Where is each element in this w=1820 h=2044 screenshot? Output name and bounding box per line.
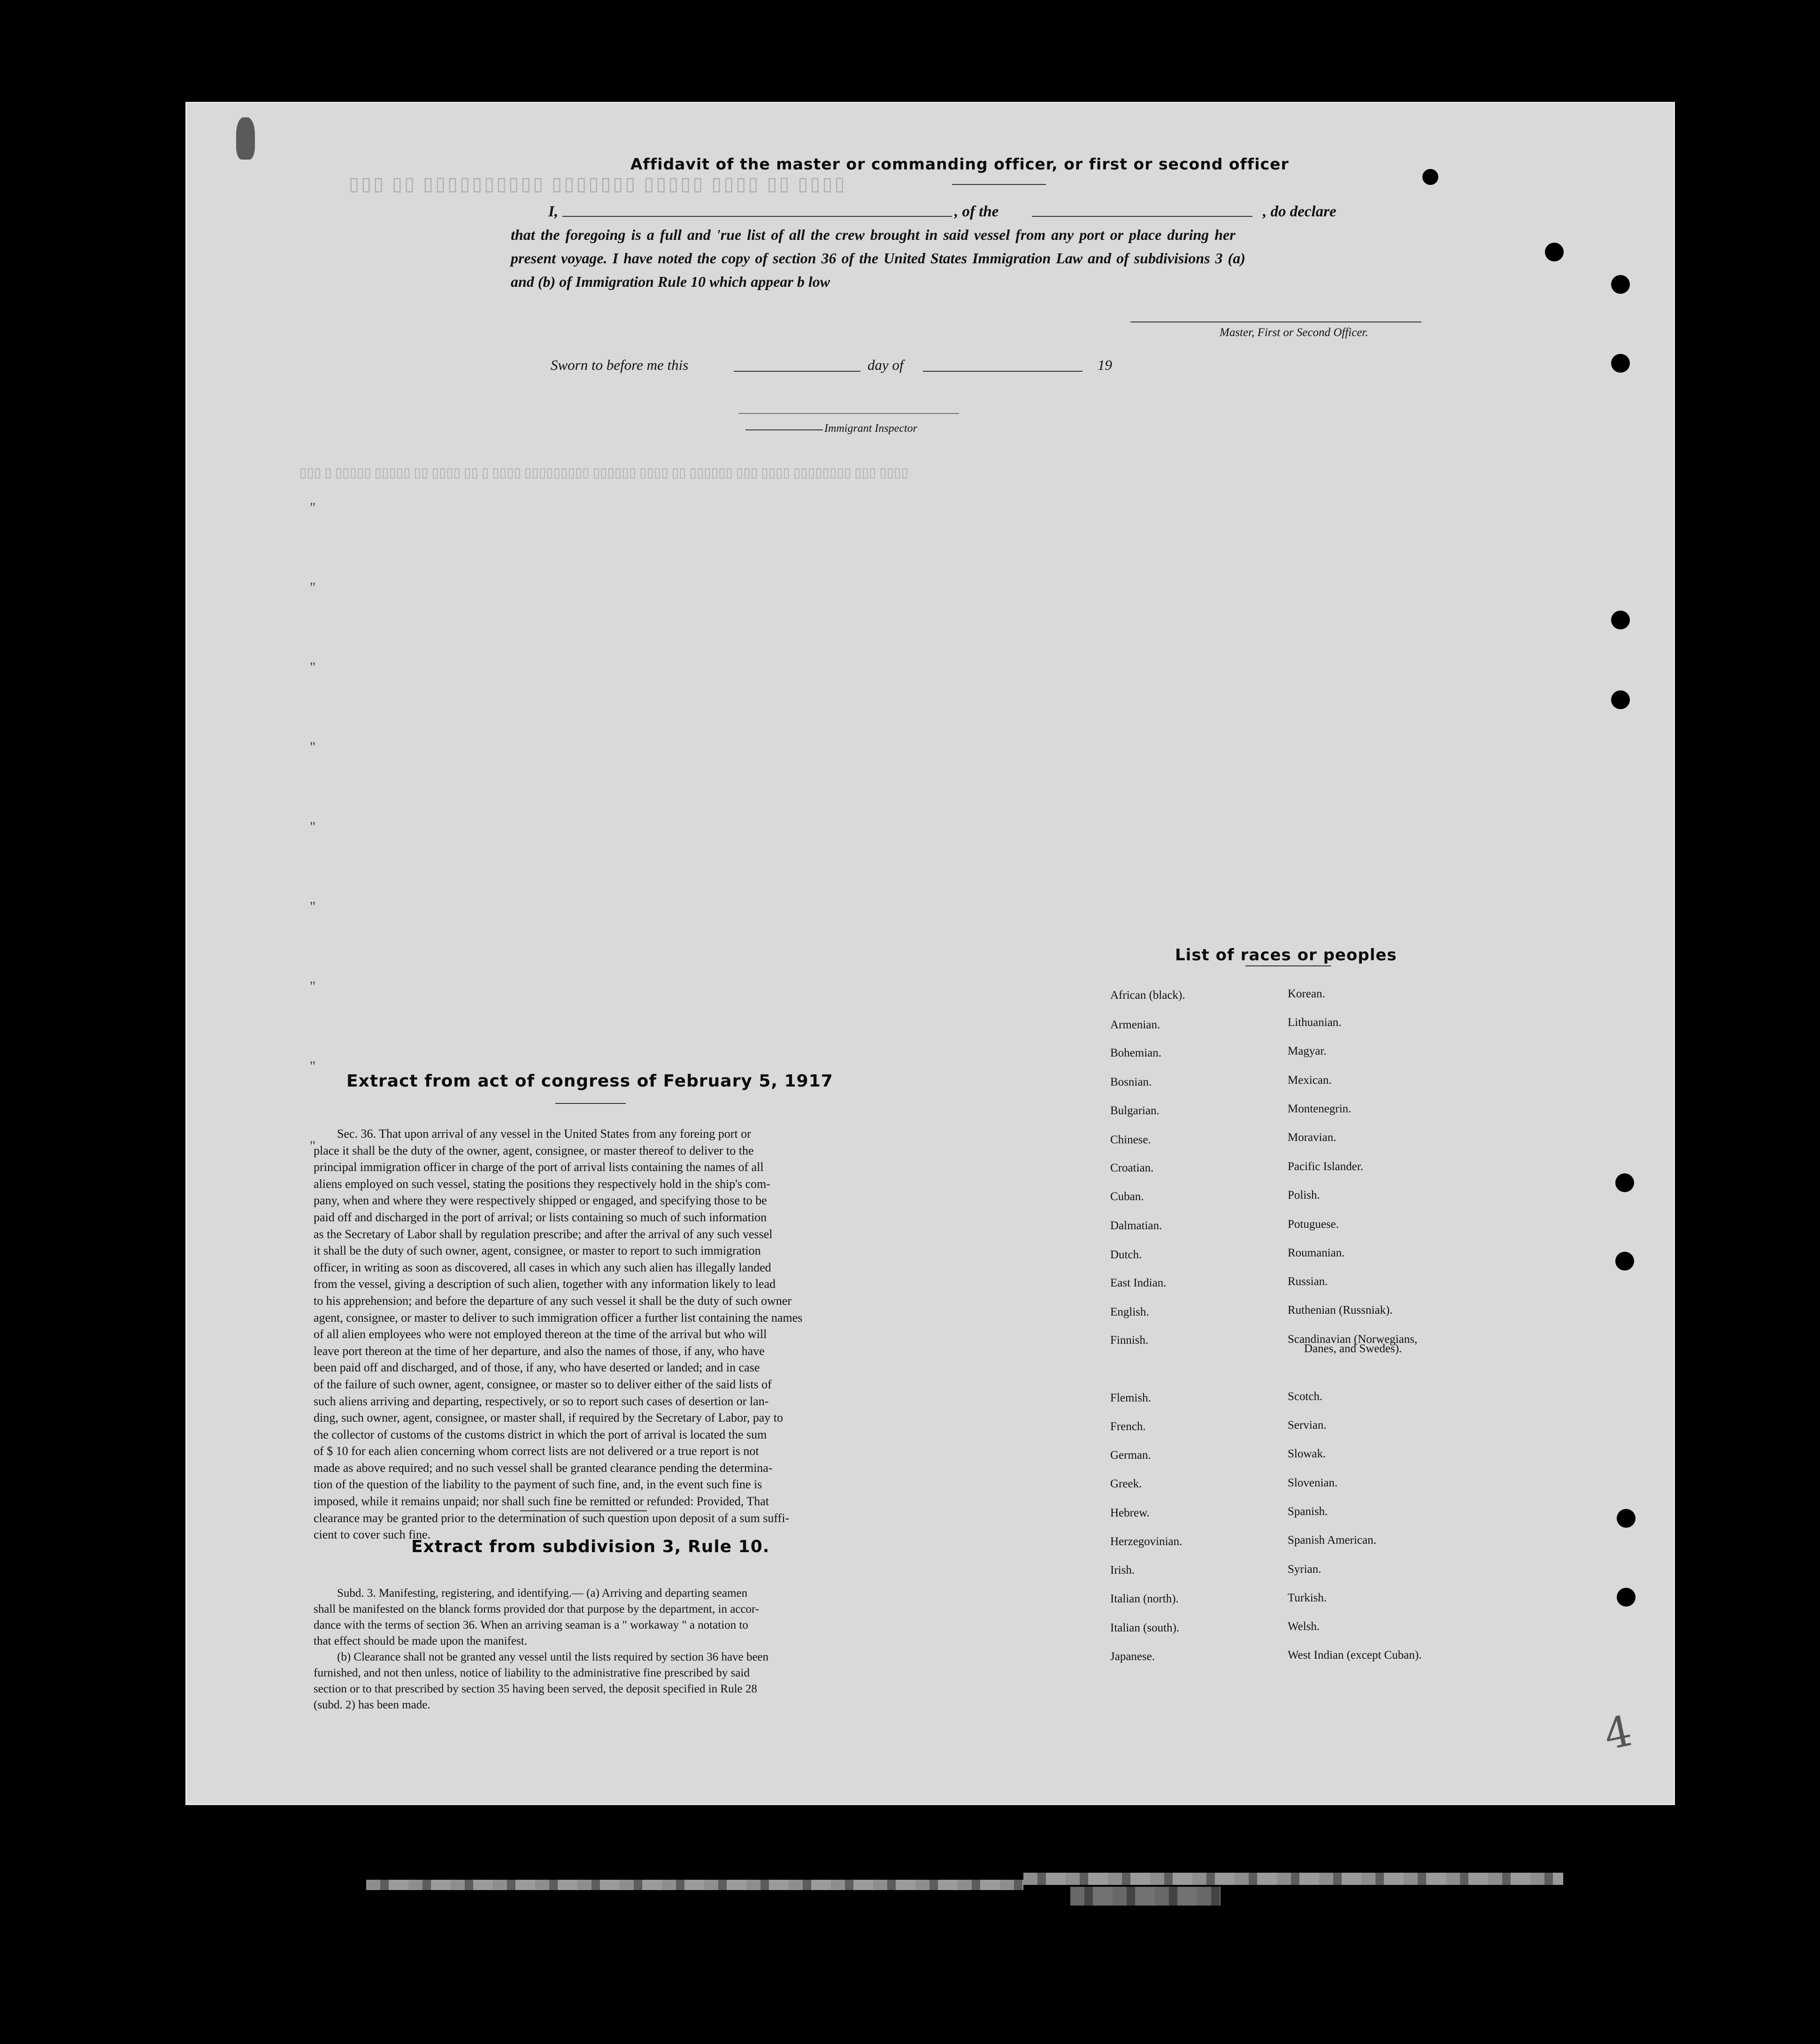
race-item: East Indian. [1110, 1277, 1167, 1289]
race-item: Moravian. [1288, 1131, 1336, 1144]
punch-hole [1617, 1588, 1636, 1607]
affidavit-line-4: and (b) of Immigration Rule 10 which appear b low [511, 273, 830, 290]
punch-hole [1545, 243, 1564, 261]
race-item: Montenegrin. [1288, 1102, 1352, 1115]
ink-smudge [236, 117, 255, 160]
ditto-mark: " [310, 979, 316, 994]
race-item: Hebrew. [1110, 1507, 1150, 1519]
race-item: Italian (south). [1110, 1622, 1180, 1634]
text-line: from the vessel, giving a description of such alien, together with any information likely to lead [314, 1277, 776, 1291]
race-item: Slovenian. [1288, 1477, 1338, 1489]
text-line: the collector of customs of the customs district in which the port of arrival is located the sum [314, 1427, 767, 1441]
punch-hole [1611, 690, 1630, 709]
race-item: Japanese. [1110, 1650, 1155, 1663]
race-item: Ruthenian (Russniak). [1288, 1304, 1393, 1317]
do-declare-label: , do declare [1263, 203, 1336, 220]
race-item: Slowak. [1288, 1447, 1326, 1460]
punch-hole [1615, 1173, 1634, 1192]
race-item: Chinese. [1110, 1133, 1151, 1146]
ditto-mark: " [310, 1138, 316, 1154]
races-title: List of races or peoples [1175, 946, 1397, 965]
scanner-edge-strip [1070, 1887, 1221, 1906]
race-item: Syrian. [1288, 1563, 1321, 1576]
text-line: (b) Clearance shall not be granted any vessel until the lists required by section 36 have been [337, 1651, 769, 1663]
sworn-label: Sworn to before me this [551, 357, 689, 373]
punch-hole [1611, 354, 1630, 373]
race-item: French. [1110, 1420, 1146, 1433]
declarant-name-field[interactable] [562, 216, 952, 217]
text-line: paid off and discharged in the port of arrival; or lists containing so much of such information [314, 1210, 767, 1224]
race-item: Welsh. [1288, 1620, 1320, 1633]
race-item: Mexican. [1288, 1074, 1332, 1087]
text-line: leave port thereon at the time of her departure, and also the names of those, if any, who have [314, 1344, 765, 1358]
inspector-label: Immigrant Inspector [824, 422, 917, 435]
ditto-mark: " [310, 819, 316, 834]
race-item: West Indian (except Cuban). [1288, 1649, 1422, 1661]
race-item: Lithuanian. [1288, 1016, 1342, 1029]
scanner-edge-strip [366, 1880, 1023, 1890]
ditto-mark: " [310, 899, 316, 914]
race-item: Bosnian. [1110, 1076, 1152, 1088]
text-line: (subd. 2) has been made. [314, 1699, 430, 1711]
text-line: it shall be the duty of such owner, agent, consignee, or master to report to such immigration [314, 1244, 761, 1258]
race-scandinavian-continued: Danes, and Swedes). [1304, 1342, 1402, 1355]
punch-hole [1611, 611, 1630, 629]
race-item: Croatian. [1110, 1162, 1154, 1174]
rule-extract-divider [520, 1510, 647, 1511]
sworn-day-field[interactable] [734, 371, 860, 372]
text-line: Sec. 36. That upon arrival of any vessel in the United States from any foreing port or [337, 1127, 751, 1141]
race-item: Pacific Islander. [1288, 1160, 1364, 1173]
document-page [185, 102, 1675, 1805]
text-line: shall be manifested on the blanck forms provided dor that purpose by the department, in accor- [314, 1603, 760, 1615]
scanner-edge-strip [1023, 1873, 1563, 1885]
race-item: Russian. [1288, 1275, 1328, 1288]
race-item: African (black). [1110, 989, 1185, 1002]
ditto-mark: " [310, 1058, 316, 1074]
race-item: Spanish American. [1288, 1534, 1376, 1546]
race-item: Scandinavian (Norwegians, [1288, 1333, 1418, 1346]
race-item: Greek. [1110, 1477, 1142, 1490]
text-line: of $ 10 for each alien concerning whom correct lists are not delivered or a true report is not [314, 1444, 759, 1458]
ditto-mark: " [310, 500, 316, 515]
bleed-through-heading: ▯▯▯ ▯▯ ▯▯▯▯▯▯▯▯▯▯ ▯▯▯▯▯▯▯ ▯▯▯▯▯ ▯▯▯▯ ▯▯ ▯▯▯▯ [349, 173, 847, 194]
ditto-mark: " [310, 580, 316, 595]
text-line: agent, consignee, or master to deliver to such immigration officer a further list containing the names [314, 1310, 803, 1324]
race-item: Potuguese. [1288, 1218, 1339, 1231]
officer-signature-label: Master, First or Second Officer. [1220, 326, 1368, 339]
race-item: Dalmatian. [1110, 1219, 1162, 1232]
year-prefix: 19 [1098, 357, 1112, 373]
punch-hole [1611, 275, 1630, 294]
text-line: cient to cover such fine. [314, 1528, 431, 1542]
punch-hole [1422, 169, 1438, 185]
race-item: Finnish. [1110, 1334, 1149, 1347]
text-line: pany, when and where they were respectively shipped or engaged, and specifying those to be [314, 1194, 767, 1208]
affidavit-line-3: present voyage. I have noted the copy of section 36 of the United States Immigration Law and of subdivisions 3 (a) [511, 250, 1245, 267]
races-title-underline [1245, 965, 1331, 966]
race-item: Cuban. [1110, 1190, 1144, 1203]
text-line: made as above required; and no such vessel shall be granted clearance pending the determina- [314, 1461, 773, 1475]
text-line: of the failure of such owner, agent, consignee, or master so to deliver either of the said lists of [314, 1377, 772, 1391]
text-line: place it shall be the duty of the owner, agent, consignee, or master thereof to deliver to the [314, 1143, 754, 1157]
race-item: Bulgarian. [1110, 1104, 1160, 1117]
race-item: English. [1110, 1306, 1149, 1318]
race-item: Turkish. [1288, 1592, 1327, 1604]
race-item: Polish. [1288, 1189, 1320, 1202]
race-item: Irish. [1110, 1564, 1135, 1577]
text-line: as the Secretary of Labor shall by regulation prescribe; and after the arrival of any such vessel [314, 1227, 773, 1241]
bleed-through-columns: ▯▯▯ ▯ ▯▯▯▯▯ ▯▯▯▯▯ ▯▯ ▯▯▯▯ ▯▯ ▯ ▯▯▯▯ ▯▯▯▯▯▯▯▯▯ ▯▯▯▯▯▯ ▯▯▯▯ ▯▯ ▯▯▯▯▯▯ ▯▯▯ ▯▯▯▯ ▯▯▯▯▯▯▯▯ ▯▯▯ ▯▯▯▯ [299, 466, 909, 480]
race-item: Servian. [1288, 1419, 1327, 1432]
race-item: German. [1110, 1449, 1151, 1462]
of-the-label: , of the [954, 203, 999, 220]
text-line: dance with the terms of section 36. When an arriving seaman is a " workaway " a notation to [314, 1619, 748, 1631]
text-line: that effect should be made upon the manifest. [314, 1635, 527, 1647]
race-item: Armenian. [1110, 1018, 1160, 1031]
text-line: imposed, while it remains unpaid; nor shall such fine be remitted or refunded: Provided, That [314, 1494, 769, 1508]
inspector-signature-field[interactable] [738, 413, 959, 414]
text-line: of all alien employees who were not employed thereon at the time of the arrival but who will [314, 1327, 767, 1341]
vessel-name-field[interactable] [1032, 216, 1252, 217]
sworn-month-field[interactable] [923, 371, 1083, 372]
race-item: Bohemian. [1110, 1047, 1162, 1059]
text-line: furnished, and not then unless, notice of liability to the administrative fine prescribed by said [314, 1667, 750, 1679]
race-item: Korean. [1288, 988, 1325, 1000]
rule-extract-title: Extract from subdivision 3, Rule 10. [411, 1537, 770, 1556]
punch-hole [1615, 1252, 1634, 1271]
ditto-mark: " [310, 739, 316, 755]
text-line: tion of the question of the liability to the payment of such fine, and, in the event such fine is [314, 1477, 762, 1492]
race-item: Dutch. [1110, 1248, 1142, 1261]
text-line: Subd. 3. Manifesting, registering, and identifying.— (a) Arriving and departing seamen [337, 1587, 748, 1600]
race-item: Magyar. [1288, 1045, 1327, 1057]
affidavit-title: Affidavit of the master or commanding officer, or first or second officer [630, 155, 1289, 173]
race-item: Italian (north). [1110, 1592, 1179, 1605]
text-line: section or to that prescribed by section 35 having been served, the deposit specified in Rule 28 [314, 1683, 757, 1695]
text-line: officer, in writing as soon as discovered, all cases in which any such alien has illegally landed [314, 1260, 771, 1274]
punch-hole [1617, 1509, 1636, 1528]
handwritten-page-number: 4 [1599, 1706, 1636, 1760]
text-line: such aliens arriving and departing, respectively, or so to report such cases of desertion or lan- [314, 1394, 769, 1408]
text-line: to his apprehension; and before the departure of any such vessel it shall be the duty of such owner [314, 1294, 792, 1308]
race-item: Flemish. [1110, 1392, 1151, 1404]
declarant-prefix: I, [548, 203, 559, 220]
act-extract-text [314, 1125, 853, 1543]
text-line: principal immigration officer in charge of the port of arrival lists containing the names of all [314, 1160, 764, 1174]
race-item: Herzegovinian. [1110, 1535, 1183, 1548]
race-item: Roumanian. [1288, 1247, 1345, 1259]
rule-extract-text [314, 1585, 853, 1713]
ditto-mark: " [310, 659, 316, 675]
inspector-signature-subline [745, 429, 823, 430]
text-line: ding, such owner, agent, consignee, or master shall, if required by the Secretary of Labor, pay to [314, 1411, 783, 1425]
text-line: clearance may be granted prior to the determination of such question upon deposit of a sum suffi- [314, 1511, 790, 1525]
race-item: Scotch. [1288, 1390, 1323, 1403]
race-item: Spanish. [1288, 1505, 1328, 1518]
act-extract-title: Extract from act of congress of February 5, 1917 [346, 1072, 833, 1091]
day-of-label: day of [868, 357, 904, 373]
act-extract-rule [555, 1103, 626, 1104]
text-line: been paid off and discharged, and of those, if any, who have deserted or landed; and in case [314, 1361, 760, 1375]
affidavit-title-rule [952, 184, 1046, 185]
affidavit-line-2: that the foregoing is a full and 'rue list of all the crew brought in said vessel from any port or place during her [511, 226, 1236, 243]
text-line: aliens employed on such vessel, stating the positions they respectively hold in the ship's com- [314, 1177, 771, 1191]
